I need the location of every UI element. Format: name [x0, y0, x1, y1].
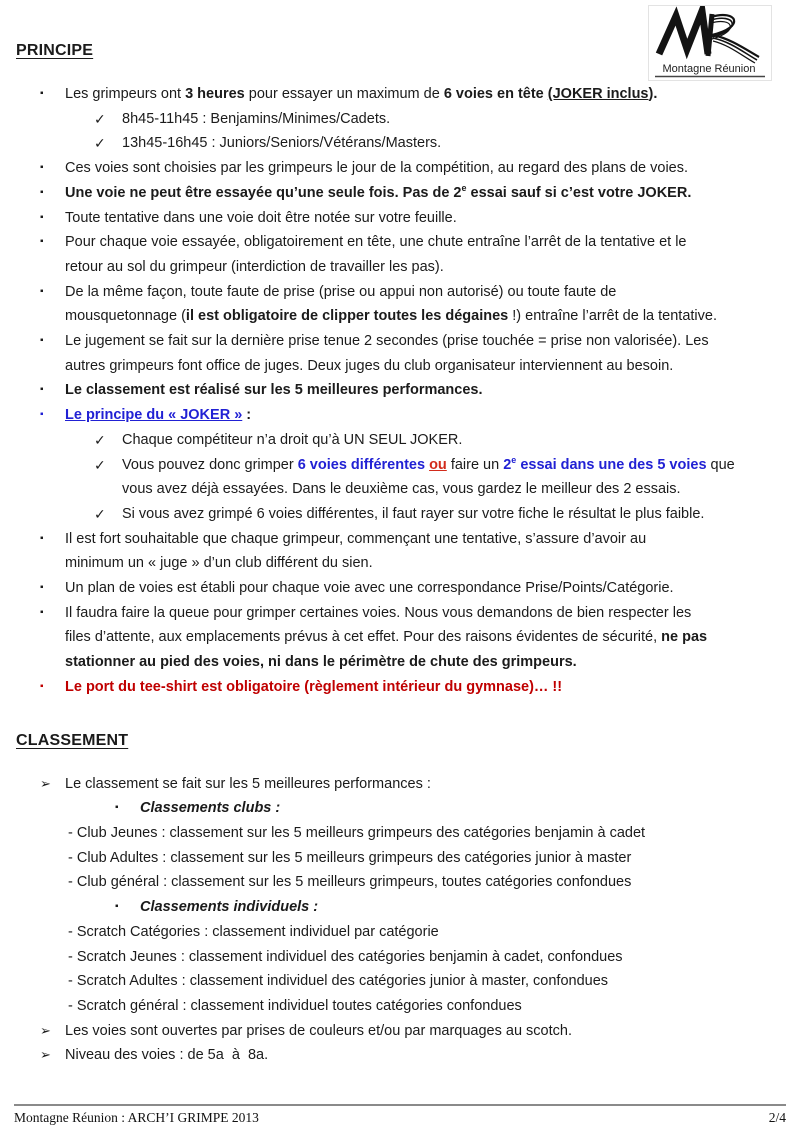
list-item	[0, 82, 790, 107]
list-item	[0, 527, 790, 576]
list-item-text: - Scratch Catégories : classement individuel par catégorie	[68, 923, 439, 940]
list-item	[0, 796, 790, 821]
list-item	[0, 1019, 790, 1044]
list-item-text: Un plan de voies est établi pour chaque voie avec une correspondance Prise/Points/Catégorie.	[65, 580, 674, 597]
list-item	[0, 870, 790, 895]
list-item-text: Il est fort souhaitable que chaque grimpeur, commençant une tentative, s’assure d’avoir au minimum un « juge » d’un club différent du sien.	[65, 530, 647, 572]
list-item-text: - Scratch général : classement individuel toutes catégories confondues	[68, 997, 522, 1014]
list-item	[0, 181, 790, 206]
list-item	[0, 131, 790, 156]
page-footer	[14, 1104, 786, 1126]
bullet-square-icon: ▪	[40, 162, 44, 174]
list-item-text: Les grimpeurs ont 3 heures pour essayer un maximum de 6 voies en tête (JOKER inclus).	[65, 86, 658, 102]
check-icon: ✓	[94, 135, 106, 152]
bullet-square-icon: ▪	[115, 802, 119, 814]
bullet-square-icon: ▪	[115, 901, 119, 913]
list-item-text: Le classement se fait sur les 5 meilleures performances :	[65, 775, 431, 792]
list-item	[0, 453, 790, 502]
logo-text: Montagne Réunion	[662, 63, 756, 75]
list-item	[0, 107, 790, 132]
list-item	[0, 945, 790, 970]
classement-list	[0, 772, 790, 1068]
bullet-square-icon: ▪	[40, 236, 44, 248]
section-title-classement: CLASSEMENT	[16, 731, 129, 749]
list-item	[0, 378, 790, 403]
arrow-bullet-icon: ➢	[40, 775, 51, 791]
bullet-square-icon: ▪	[40, 680, 44, 692]
arrow-bullet-icon: ➢	[40, 1047, 51, 1063]
list-item	[0, 675, 790, 700]
list-item-text: Le jugement se fait sur la dernière prise tenue 2 secondes (prise touchée = prise non valorisée). Les autres grimpeurs font office de juges. Deux juges du club organisateur interviennent au besoin.	[65, 333, 709, 374]
list-item	[0, 994, 790, 1019]
mr-monogram-icon	[649, 6, 771, 80]
list-item	[0, 920, 790, 945]
list-item	[0, 329, 790, 378]
list-item	[0, 280, 790, 329]
club-logo	[648, 5, 772, 81]
list-item	[0, 502, 790, 527]
list-item	[0, 428, 790, 453]
list-item	[0, 969, 790, 994]
bullet-square-icon: ▪	[40, 606, 44, 618]
list-item	[0, 601, 790, 675]
list-item-text: 8h45-11h45 : Benjamins/Minimes/Cadets.	[122, 110, 391, 127]
check-icon: ✓	[94, 431, 106, 448]
list-item	[0, 772, 790, 797]
bullet-square-icon: ▪	[40, 88, 44, 99]
list-item-text: Il faudra faire la queue pour grimper certaines voies. Nous vous demandons de bien respecter les files d’attente, aux emplacements prévus à cet effet. Pour des raisons évidentes de sécurité, ne pas stationner au pied des voies, ni dans le périmètre de chute des grimpeurs.	[65, 604, 708, 671]
bullet-square-icon: ▪	[40, 186, 44, 198]
list-item-text: Classements individuels :	[140, 899, 319, 916]
list-item-text: Le principe du « JOKER » :	[65, 407, 252, 424]
list-item-text: Si vous avez grimpé 6 voies différentes, il faut rayer sur votre fiche le résultat le plus faible.	[122, 505, 705, 522]
list-item	[0, 846, 790, 871]
list-item-text: Ces voies sont choisies par les grimpeurs le jour de la compétition, au regard des plans de voies.	[65, 160, 689, 177]
list-item-text: Pour chaque voie essayée, obligatoirement en tête, une chute entraîne l’arrêt de la tentative et le retour au sol du grimpeur (interdiction de travailler les pas).	[65, 234, 687, 275]
arrow-bullet-icon: ➢	[40, 1022, 51, 1038]
bullet-square-icon: ▪	[40, 335, 44, 347]
bullet-square-icon: ▪	[40, 532, 44, 544]
list-item-text: - Club Adultes : classement sur les 5 meilleurs grimpeurs des catégories junior à master	[68, 849, 632, 866]
list-item	[0, 403, 790, 428]
list-item	[0, 895, 790, 920]
check-icon: ✓	[94, 110, 106, 127]
list-item-text: Les voies sont ouvertes par prises de couleurs et/ou par marquages au scotch.	[65, 1022, 572, 1039]
list-item-text: - Scratch Jeunes : classement individuel des catégories benjamin à cadet, confondues	[68, 948, 623, 965]
check-icon: ✓	[94, 456, 106, 473]
principe-list	[0, 82, 790, 700]
list-item-text: De la même façon, toute faute de prise (prise ou appui non autorisé) ou toute faute de mousquetonnage (il est obligatoire de clipper toutes les dégaines !) entraîne l’arrêt de la tentative.	[65, 283, 717, 325]
list-item-text: Le classement est réalisé sur les 5 meilleures performances.	[65, 382, 483, 399]
bullet-square-icon: ▪	[40, 409, 44, 421]
list-item-text: - Club général : classement sur les 5 meilleurs grimpeurs, toutes catégories confondues	[68, 874, 632, 891]
bullet-square-icon: ▪	[40, 211, 44, 223]
list-item	[0, 230, 790, 279]
list-item-text: Vous pouvez donc grimper 6 voies différentes ou faire un 2e essai dans une des 5 voies que vous avez déjà essayées. Dans le deuxième cas, vous gardez le meilleur des 2 essais.	[122, 454, 735, 498]
list-item-text: Niveau des voies : de 5a à 8a.	[65, 1047, 269, 1064]
list-item-text: Une voie ne peut être essayée qu’une seule fois. Pas de 2e essai sauf si c’est votre JOKER.	[65, 182, 692, 201]
list-item-text: Le port du tee-shirt est obligatoire (règlement intérieur du gymnase)… !!	[65, 678, 563, 695]
list-item-text: Classements clubs :	[140, 800, 281, 817]
bullet-square-icon: ▪	[40, 384, 44, 396]
list-item	[0, 821, 790, 846]
bullet-square-icon: ▪	[40, 582, 44, 594]
list-item-text: Toute tentative dans une voie doit être notée sur votre feuille.	[65, 209, 457, 226]
list-item-text: Chaque compétiteur n’a droit qu’à UN SEUL JOKER.	[122, 431, 463, 448]
footer-page-number: 2/4	[768, 1110, 786, 1125]
list-item-text: - Scratch Adultes : classement individuel des catégories junior à master, confondues	[68, 973, 609, 990]
list-item-text: 13h45-16h45 : Juniors/Seniors/Vétérans/Masters.	[122, 135, 442, 152]
bullet-square-icon: ▪	[40, 285, 44, 297]
list-item	[0, 576, 790, 601]
list-item	[0, 1043, 790, 1068]
list-item	[0, 156, 790, 181]
list-item	[0, 206, 790, 231]
check-icon: ✓	[94, 505, 106, 522]
footer-document-title: Montagne Réunion : ARCH’I GRIMPE 2013	[14, 1110, 259, 1125]
section-title-principe: PRINCIPE	[16, 42, 94, 59]
list-item-text: - Club Jeunes : classement sur les 5 meilleurs grimpeurs des catégories benjamin à cadet	[68, 824, 646, 841]
